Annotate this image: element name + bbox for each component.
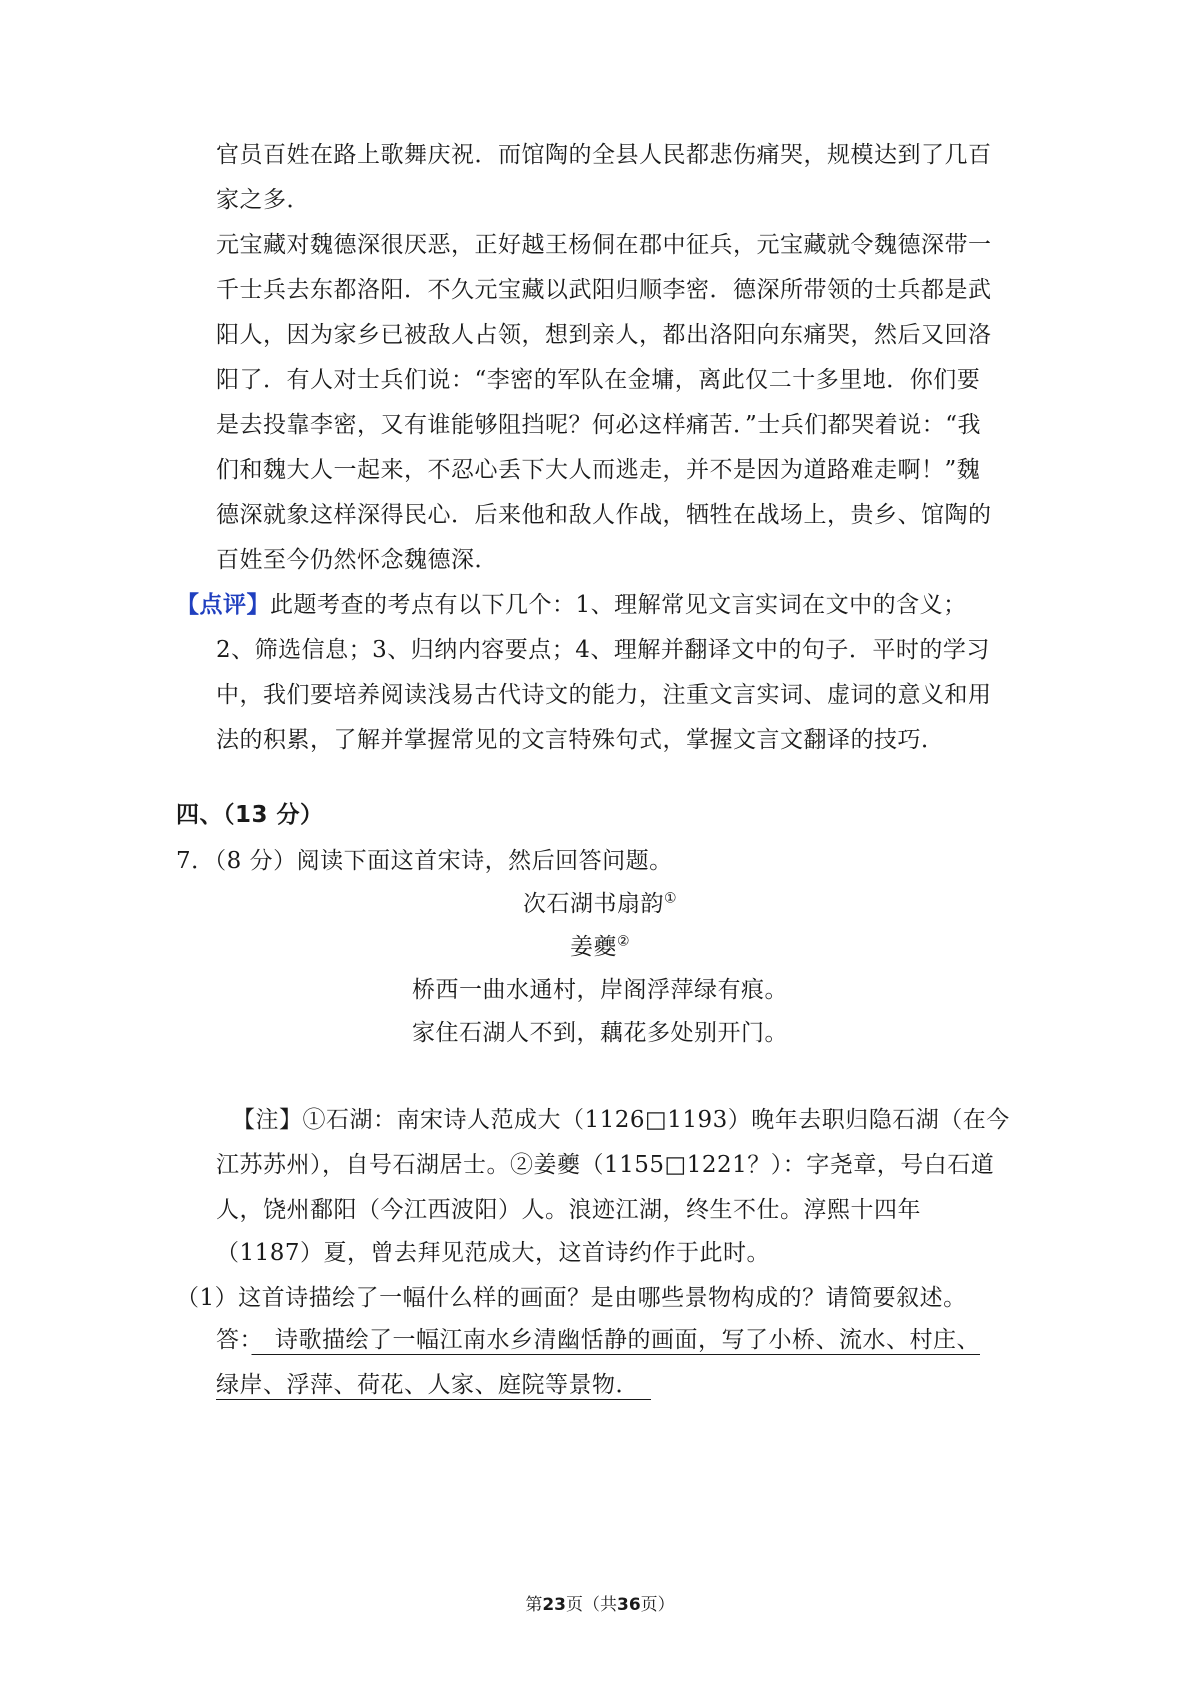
footnote-mark: ② — [616, 933, 631, 950]
translation-line: 阳人，因为家乡已被敌人占领，想到亲人，都出洛阳向东痛哭，然后又回洛 — [216, 322, 992, 348]
poem-author — [0, 932, 1200, 962]
translation-line: 千士兵去东都洛阳．不久元宝藏以武阳归顺李密．德深所带领的士兵都是武 — [216, 277, 992, 303]
comment-first-line — [176, 590, 967, 620]
translation-line: 阳了．有人对士兵们说：“李密的军队在金墉，离此仅二十多里地．你们要 — [216, 367, 981, 393]
note-line: 人，饶州鄱阳（今江西波阳）人。浪迹江湖，终生不仕。淳熙十四年 — [216, 1197, 921, 1223]
note-line: （1187）夏，曾去拜见范成大，这首诗约作于此时。 — [216, 1240, 771, 1266]
page-total: 36 — [617, 1595, 641, 1615]
translation-line: 是去投靠李密，又有谁能够阻挡呢？何必这样痛苦．”士兵们都哭着说：“我 — [216, 412, 982, 438]
translation-line: 家之多． — [216, 187, 310, 213]
footnote-mark: ① — [663, 890, 678, 907]
note-line: 【注】①石湖：南宋诗人范成大（1126□1193）晚年去职归隐石湖（在今 — [232, 1107, 1010, 1133]
translation-line: 们和魏大人一起来，不忍心丢下大人而逃走，并不是因为道路难走啊！”魏 — [216, 457, 981, 483]
answer-text: 绿岸、浮萍、荷花、人家、庭院等景物． — [216, 1372, 651, 1398]
section-title: 四、（13 分） — [176, 802, 324, 828]
comment-line: 2、筛选信息；3、归纳内容要点；4、理解并翻译文中的句子．平时的学习 — [216, 637, 990, 663]
translation-line: 元宝藏对魏德深很厌恶，正好越王杨侗在郡中征兵，元宝藏就令魏德深带一 — [216, 232, 992, 258]
page-number: 23 — [542, 1595, 566, 1615]
answer-label: 答： — [216, 1327, 252, 1353]
translation-line: 百姓至今仍然怀念魏德深． — [216, 547, 498, 573]
poem-line: 桥西一曲水通村，岸阁浮萍绿有痕。 — [412, 977, 788, 1003]
comment-line: 法的积累，了解并掌握常见的文言特殊句式，掌握文言文翻译的技巧． — [216, 727, 945, 753]
sub-question-1: （1）这首诗描绘了一幅什么样的画面？是由哪些景物构成的？请简要叙述。 — [176, 1285, 967, 1311]
page-footer: 第23页（共36页） — [525, 1595, 675, 1615]
answer-line — [216, 1370, 651, 1400]
translation-line: 官员百姓在路上歌舞庆祝．而馆陶的全县人民都悲伤痛哭，规模达到了几百 — [216, 142, 992, 168]
poem-title-text: 次石湖书扇韵 — [522, 891, 664, 917]
comment-text: 此题考查的考点有以下几个：1、理解常见文言实词在文中的含义； — [270, 592, 967, 618]
comment-line: 中，我们要培养阅读浅易古代诗文的能力，注重文言实词、虚词的意义和用 — [216, 682, 992, 708]
answer-first-line — [216, 1325, 980, 1355]
translation-line: 德深就象这样深得民心．后来他和敌人作战，牺牲在战场上，贵乡、馆陶的 — [216, 502, 992, 528]
poem-line: 家住石湖人不到，藕花多处别开门。 — [412, 1020, 788, 1046]
poem-author-text: 姜夔 — [569, 934, 617, 960]
answer-text: 诗歌描绘了一幅江南水乡清幽恬静的画面，写了小桥、流水、村庄、 — [251, 1327, 980, 1353]
poem-title — [0, 889, 1200, 919]
comment-label: 【点评】 — [176, 591, 270, 618]
question-stem: 7．（8 分）阅读下面这首宋诗，然后回答问题。 — [176, 848, 673, 874]
note-line: 江苏苏州），自号石湖居士。②姜夔（1155□1221？）：字尧章，号白石道 — [216, 1152, 995, 1178]
